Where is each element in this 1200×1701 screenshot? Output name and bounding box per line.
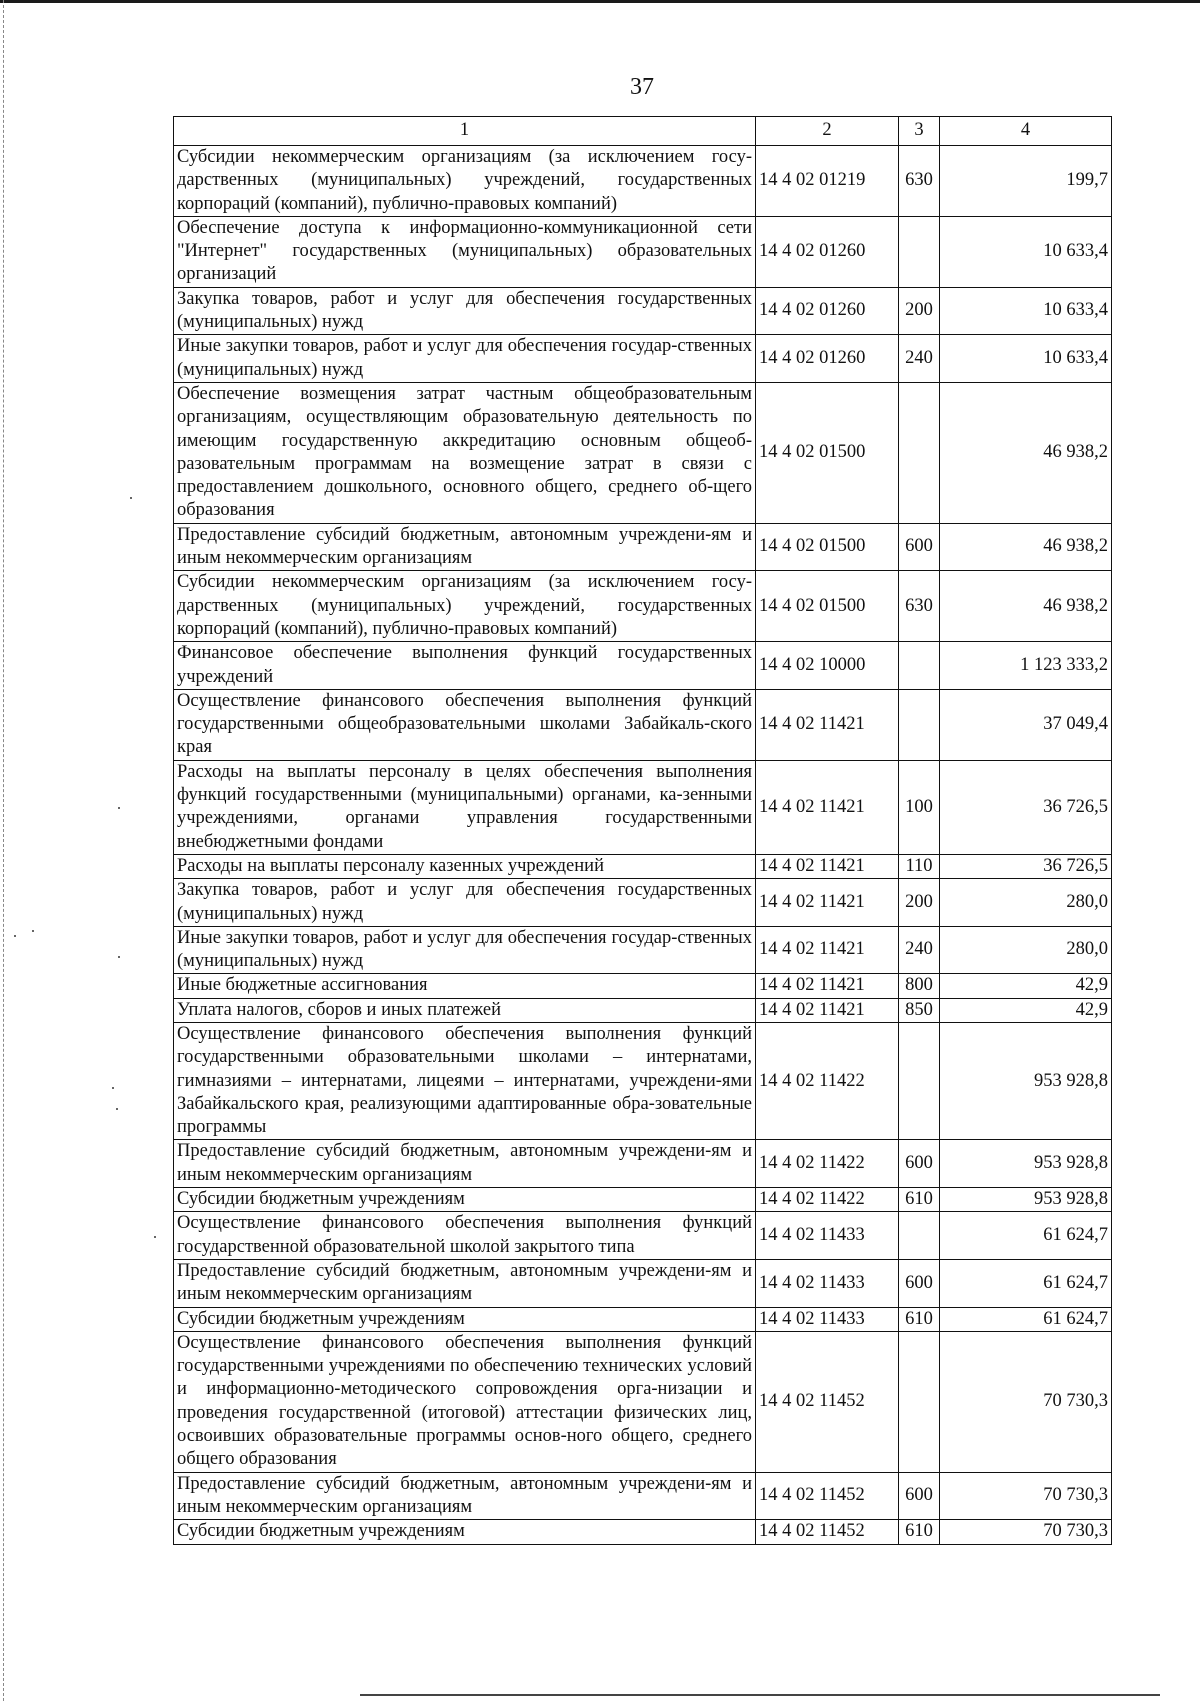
row-name-cell: Предоставление субсидий бюджетным, автономным учреждени-ям и иным некоммерческим организациям bbox=[174, 1140, 756, 1188]
margin-dot bbox=[116, 1108, 118, 1110]
row-expense-type-cell: 110 bbox=[899, 854, 940, 878]
row-amount-cell: 10 633,4 bbox=[940, 287, 1112, 335]
margin-dot bbox=[32, 930, 34, 932]
table-row bbox=[174, 1520, 1112, 1544]
margin-dot bbox=[154, 1236, 156, 1238]
row-code-cell: 14 4 02 01500 bbox=[756, 571, 899, 642]
row-expense-type-cell: 610 bbox=[899, 1307, 940, 1331]
row-expense-type-cell: 610 bbox=[899, 1520, 940, 1544]
margin-dot bbox=[130, 497, 132, 499]
margin-dot bbox=[14, 935, 16, 937]
row-code-cell: 14 4 02 01500 bbox=[756, 523, 899, 571]
page-number: 37 bbox=[630, 74, 654, 100]
table-row bbox=[174, 1331, 1112, 1472]
table-row bbox=[174, 854, 1112, 878]
margin-dot bbox=[118, 956, 120, 958]
row-code-cell: 14 4 02 11421 bbox=[756, 926, 899, 974]
row-code-cell: 14 4 02 11452 bbox=[756, 1472, 899, 1520]
table-row bbox=[174, 1307, 1112, 1331]
row-name-cell: Расходы на выплаты персоналу в целях обеспечения выполнения функций государственными (муниципальными) органами, ка-зенными учреждениями, органами управления государственными внебюджетными фондами bbox=[174, 760, 756, 854]
row-code-cell: 14 4 02 11452 bbox=[756, 1331, 899, 1472]
row-amount-cell: 46 938,2 bbox=[940, 523, 1112, 571]
row-amount-cell: 42,9 bbox=[940, 998, 1112, 1022]
table-row bbox=[174, 382, 1112, 523]
table-row bbox=[174, 1022, 1112, 1139]
row-expense-type-cell bbox=[899, 1212, 940, 1260]
row-name-cell: Финансовое обеспечение выполнения функций государственных учреждений bbox=[174, 642, 756, 690]
row-name-cell: Иные бюджетные ассигнования bbox=[174, 974, 756, 998]
row-code-cell: 14 4 02 11421 bbox=[756, 998, 899, 1022]
row-amount-cell: 36 726,5 bbox=[940, 854, 1112, 878]
row-amount-cell: 37 049,4 bbox=[940, 689, 1112, 760]
row-name-cell: Закупка товаров, работ и услуг для обеспечения государственных (муниципальных) нужд bbox=[174, 287, 756, 335]
row-name-cell: Осуществление финансового обеспечения выполнения функций государственными общеобразовательными школами Забайкаль-ского края bbox=[174, 689, 756, 760]
row-code-cell: 14 4 02 01500 bbox=[756, 382, 899, 523]
row-expense-type-cell bbox=[899, 1331, 940, 1472]
margin-dot bbox=[118, 807, 120, 809]
row-amount-cell: 10 633,4 bbox=[940, 335, 1112, 383]
column-header-code: 2 bbox=[756, 117, 899, 146]
table-row bbox=[174, 1472, 1112, 1520]
table-row bbox=[174, 879, 1112, 927]
row-code-cell: 14 4 02 11452 bbox=[756, 1520, 899, 1544]
table-row bbox=[174, 998, 1112, 1022]
row-name-cell: Обеспечение возмещения затрат частным общеобразовательным организациям, осуществляющим образовательную деятельность по имеющим государственную аккредитацию основным общеоб-разовательным программам на возмещение затрат в связи с предоставлением дошкольного, основного общего, среднего об-щего образования bbox=[174, 382, 756, 523]
row-code-cell: 14 4 02 11422 bbox=[756, 1022, 899, 1139]
row-name-cell: Уплата налогов, сборов и иных платежей bbox=[174, 998, 756, 1022]
row-name-cell: Иные закупки товаров, работ и услуг для обеспечения государ-ственных (муниципальных) нужд bbox=[174, 926, 756, 974]
row-code-cell: 14 4 02 11433 bbox=[756, 1307, 899, 1331]
row-expense-type-cell: 850 bbox=[899, 998, 940, 1022]
table-row bbox=[174, 1140, 1112, 1188]
table-row bbox=[174, 974, 1112, 998]
row-code-cell: 14 4 02 11433 bbox=[756, 1259, 899, 1307]
row-code-cell: 14 4 02 11422 bbox=[756, 1188, 899, 1212]
row-expense-type-cell: 240 bbox=[899, 335, 940, 383]
row-expense-type-cell: 630 bbox=[899, 146, 940, 217]
row-name-cell: Обеспечение доступа к информационно-коммуникационной сети "Интернет" государственных (муниципальных) образовательных организаций bbox=[174, 216, 756, 287]
table-row bbox=[174, 146, 1112, 217]
row-amount-cell: 61 624,7 bbox=[940, 1259, 1112, 1307]
row-amount-cell: 70 730,3 bbox=[940, 1520, 1112, 1544]
row-expense-type-cell: 800 bbox=[899, 974, 940, 998]
table-row bbox=[174, 1212, 1112, 1260]
row-amount-cell: 953 928,8 bbox=[940, 1022, 1112, 1139]
row-name-cell: Субсидии бюджетным учреждениям bbox=[174, 1307, 756, 1331]
row-code-cell: 14 4 02 11422 bbox=[756, 1140, 899, 1188]
row-amount-cell: 199,7 bbox=[940, 146, 1112, 217]
row-expense-type-cell: 600 bbox=[899, 1472, 940, 1520]
row-amount-cell: 61 624,7 bbox=[940, 1307, 1112, 1331]
row-expense-type-cell: 200 bbox=[899, 287, 940, 335]
table-row bbox=[174, 216, 1112, 287]
row-name-cell: Предоставление субсидий бюджетным, автономным учреждени-ям и иным некоммерческим организациям bbox=[174, 1472, 756, 1520]
row-code-cell: 14 4 02 01260 bbox=[756, 335, 899, 383]
row-name-cell: Предоставление субсидий бюджетным, автономным учреждени-ям и иным некоммерческим организациям bbox=[174, 523, 756, 571]
table-row bbox=[174, 926, 1112, 974]
row-expense-type-cell: 630 bbox=[899, 571, 940, 642]
table-body bbox=[174, 146, 1112, 1545]
table-row bbox=[174, 760, 1112, 854]
row-expense-type-cell bbox=[899, 382, 940, 523]
row-expense-type-cell: 600 bbox=[899, 523, 940, 571]
row-expense-type-cell: 600 bbox=[899, 1140, 940, 1188]
table-row bbox=[174, 571, 1112, 642]
row-code-cell: 14 4 02 11421 bbox=[756, 689, 899, 760]
row-expense-type-cell bbox=[899, 1022, 940, 1139]
row-name-cell: Расходы на выплаты персоналу казенных учреждений bbox=[174, 854, 756, 878]
row-amount-cell: 10 633,4 bbox=[940, 216, 1112, 287]
row-expense-type-cell: 600 bbox=[899, 1259, 940, 1307]
row-code-cell: 14 4 02 10000 bbox=[756, 642, 899, 690]
row-amount-cell: 42,9 bbox=[940, 974, 1112, 998]
row-name-cell: Субсидии бюджетным учреждениям bbox=[174, 1188, 756, 1212]
row-amount-cell: 953 928,8 bbox=[940, 1140, 1112, 1188]
column-header-name: 1 bbox=[174, 117, 756, 146]
table-row bbox=[174, 1259, 1112, 1307]
scan-edge-top bbox=[0, 0, 1200, 3]
row-code-cell: 14 4 02 01219 bbox=[756, 146, 899, 217]
row-name-cell: Осуществление финансового обеспечения выполнения функций государственной образовательной школой закрытого типа bbox=[174, 1212, 756, 1260]
row-code-cell: 14 4 02 11433 bbox=[756, 1212, 899, 1260]
row-expense-type-cell bbox=[899, 689, 940, 760]
row-name-cell: Иные закупки товаров, работ и услуг для обеспечения государ-ственных (муниципальных) нужд bbox=[174, 335, 756, 383]
row-amount-cell: 36 726,5 bbox=[940, 760, 1112, 854]
row-name-cell: Закупка товаров, работ и услуг для обеспечения государственных (муниципальных) нужд bbox=[174, 879, 756, 927]
row-code-cell: 14 4 02 11421 bbox=[756, 974, 899, 998]
row-expense-type-cell: 100 bbox=[899, 760, 940, 854]
table-row bbox=[174, 1188, 1112, 1212]
row-amount-cell: 280,0 bbox=[940, 879, 1112, 927]
row-code-cell: 14 4 02 11421 bbox=[756, 854, 899, 878]
table-row bbox=[174, 335, 1112, 383]
row-amount-cell: 70 730,3 bbox=[940, 1472, 1112, 1520]
row-code-cell: 14 4 02 01260 bbox=[756, 216, 899, 287]
row-name-cell: Субсидии некоммерческим организациям (за исключением госу-дарственных (муниципальных) учреждений, государственных корпораций (компаний), публично-правовых компаний) bbox=[174, 146, 756, 217]
scan-edge-bottom bbox=[360, 1694, 1160, 1696]
row-name-cell: Осуществление финансового обеспечения выполнения функций государственными образовательными школами – интернатами, гимназиями – интернатами, лицеями – интернатами, учреждени-ями Забайкальского края, реализующими адаптированные обра-зовательные программы bbox=[174, 1022, 756, 1139]
row-amount-cell: 46 938,2 bbox=[940, 571, 1112, 642]
table-row bbox=[174, 642, 1112, 690]
row-amount-cell: 46 938,2 bbox=[940, 382, 1112, 523]
row-name-cell: Осуществление финансового обеспечения выполнения функций государственными учреждениями по обеспечению технических условий и информационно-методического сопровождения орга-низации и проведения государственной (итоговой) аттестации физических лиц, освоивших образовательные программы основ-ного общего, среднего общего образования bbox=[174, 1331, 756, 1472]
budget-table bbox=[173, 116, 1112, 1545]
row-name-cell: Предоставление субсидий бюджетным, автономным учреждени-ям и иным некоммерческим организациям bbox=[174, 1259, 756, 1307]
column-header-expense-type: 3 bbox=[899, 117, 940, 146]
table-row bbox=[174, 523, 1112, 571]
row-expense-type-cell: 610 bbox=[899, 1188, 940, 1212]
row-amount-cell: 61 624,7 bbox=[940, 1212, 1112, 1260]
row-code-cell: 14 4 02 11421 bbox=[756, 760, 899, 854]
row-code-cell: 14 4 02 11421 bbox=[756, 879, 899, 927]
column-header-amount: 4 bbox=[940, 117, 1112, 146]
row-expense-type-cell: 200 bbox=[899, 879, 940, 927]
row-expense-type-cell bbox=[899, 642, 940, 690]
row-code-cell: 14 4 02 01260 bbox=[756, 287, 899, 335]
row-expense-type-cell: 240 bbox=[899, 926, 940, 974]
row-amount-cell: 280,0 bbox=[940, 926, 1112, 974]
row-amount-cell: 70 730,3 bbox=[940, 1331, 1112, 1472]
row-expense-type-cell bbox=[899, 216, 940, 287]
table-row bbox=[174, 287, 1112, 335]
row-amount-cell: 953 928,8 bbox=[940, 1188, 1112, 1212]
table-header-row bbox=[174, 117, 1112, 146]
scan-edge-left bbox=[3, 0, 5, 1701]
margin-dot bbox=[112, 1087, 114, 1089]
row-name-cell: Субсидии некоммерческим организациям (за исключением госу-дарственных (муниципальных) учреждений, государственных корпораций (компаний), публично-правовых компаний) bbox=[174, 571, 756, 642]
row-amount-cell: 1 123 333,2 bbox=[940, 642, 1112, 690]
row-name-cell: Субсидии бюджетным учреждениям bbox=[174, 1520, 756, 1544]
table-row bbox=[174, 689, 1112, 760]
